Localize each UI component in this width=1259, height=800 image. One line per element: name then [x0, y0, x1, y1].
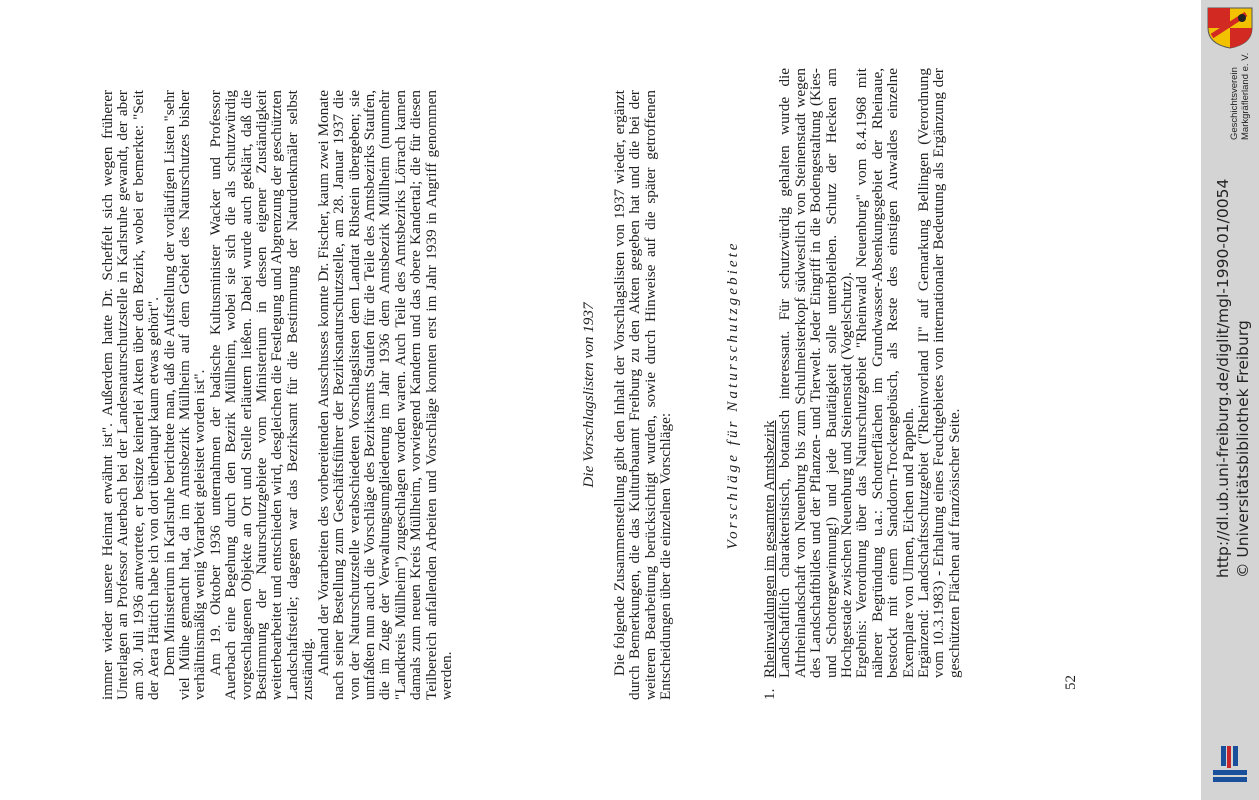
text-block-2 [612, 90, 674, 700]
item-number: 1. [761, 688, 778, 700]
paragraph-2: Dem Ministerium in Karlsruhe berichtete man, daß die Aufstellung der vorläufigen Listen "sehr viel Mühe gemacht hat, da im Amtsbezirk Müllheim auf dem Gebiet des Naturschutzes bisher verhältnismäßig wenig Vorarbeit geleistet worden ist". [160, 90, 209, 700]
heading-naturschutzgebiete: Vorschläge für Naturschutzgebiete [724, 240, 741, 550]
ub-freiburg-logo-icon [1211, 744, 1249, 784]
heading-vorschlagslisten: Die Vorschlagslisten von 1937 [580, 302, 597, 488]
item-text-3: Ergänzend: Landschaftsschutzgebiet ("Rheinvorland II" auf Gemarkung Bellingen (Verordnung vom 10.3.1983) - Erhaltung eines Feuchtgebietes von internationaler Bedeutung als Ergänzung der geschützten Flächen auf französischer Seite. [915, 68, 963, 678]
paragraph-5: Die folgende Zusammenstellung gibt den Inhalt der Vorschlagslisten von 1937 wieder, ergänzt durch Bemerkungen, die das Kulturbauamt Freiburg zu den Akten gegeben hat und die bei der weiteren Bearbeitung berücksichtigt wurden, sowie durch Hinweise auf die später getroffenen Entscheidungen über die einzelnen Vorschläge: [611, 90, 675, 700]
list-item-1 [762, 68, 962, 700]
paragraph-4: Anhand der Vorarbeiten des vorbereitenden Ausschusses konnte Dr. Fischer, kaum zwei Monate nach seiner Bestellung zum Geschäftsführer der Bezirksnaturschutzstelle, am 28. Januar 1937 die von der Naturschutzstelle verabschiedeten Vorschlagslisten dem Landrat Ribstein übergeben; sie umfaßten nun auch die Vorschläge des Bezirksamts Staufen für die Teile des Amtsbezirks Staufen, die im Zuge der Verwaltungsumgliederung im Jahr 1936 dem Amtsbezirk Müllheim (nunmehr "Landkreis Müllheim") zugeschlagen worden waren. Auch Teile des Amtsbezirks Lörrach kamen damals zum neuen Kreis Müllheim, vorwiegend Kandern und das obere Kandertal; die für diesen Teilbereich anfallenden Arbeiten und Vorschläge konnten erst im Jahr 1939 in Angriff genommen werden. [314, 90, 455, 700]
paragraph-3: Am 19. Oktober 1936 unternahmen der badische Kultusminister Wacker und Professor Auerbach eine Begehung durch den Bezirk Müllheim, wobei sie sich die als schutzwürdig vorgeschlagenen Objekte an Ort und Stelle erläutern ließen. Dabei wurde auch geklärt, daß die Bestimmung der Naturschutzgebiete vom Ministerium in dessen eigener Zuständigkeit weiterbearbeitet und entschieden wird, desgleichen die Festlegung und Abgrenzung der geschützten Landschaftsteile; dagegen war das Bezirksamt für die Bestimmung der Naturdenkmäler selbst zuständig. [206, 90, 317, 700]
document-url-link[interactable]: http://dl.ub.uni-freiburg.de/diglit/mgl-1990-01/0054 [1214, 178, 1232, 578]
paragraph-1: immer wieder unsere Heimat erwähnt ist". Außerdem hatte Dr. Scheffelt sich wegen früherer Unterlagen an Professor Auerbach bei der Landesnaturschutzstelle in Karlsruhe gewandt, der aber am 30. Juli 1936 antwortete, er besitze keinerlei Akten über den Bezirk, wobei er bemerkte: "Seit der Aera Hättich habe ich von dort überhaupt kaum etwas gehört". [99, 90, 163, 700]
item-title: Rheinwaldungen im gesamten Amtsbezirk [761, 420, 778, 678]
item-text-1: Landschaftlich charakteristisch, botanisch interessant. Für schutzwürdig gehalten wurde die Altrheinlandschaft von Neuenburg bis zum Schulmeisterkopf südwestlich von Steinenstadt wegen des Landschaftbildes und der Pflanzen- und Tierwelt. Jeder Eingriff in die Bodengestaltung (Kies- und Schottergewinnung!) und jede Bautätigkeit solle unterbleiben. Schutz der Hecken am Hochgestade zwischen Neuenburg und Steinenstadt (Vogelschutz). [776, 68, 856, 678]
sidebar [1201, 0, 1259, 800]
sidebar-rotated [1201, 0, 1259, 800]
page-number: 52 [1063, 675, 1079, 690]
text-block-1 [100, 90, 454, 700]
item-text-2: Ergebnis: Verordnung über das Naturschutzgebiet "Rheinwald Neuenburg" vom 8.4.1968 mit näherer Begründung u.a.: Schotterflächen im Grundwasser-Absenkungsgebiet der Rheinaue, bestockt mit einem Sanddorn-Trockengebüsch, als Reste des einstigen Auwaldes einzelne Exemplare von Ulmen, Eichen und Pappeln. [853, 68, 917, 678]
society-line-2: Markgräflerland e. V. [1240, 52, 1251, 140]
society-line-1: Geschichtsverein [1229, 67, 1240, 140]
copyright-text: © Universitätsbibliothek Freiburg [1234, 320, 1252, 578]
coat-of-arms-icon [1206, 6, 1254, 50]
society-name [1229, 53, 1251, 140]
